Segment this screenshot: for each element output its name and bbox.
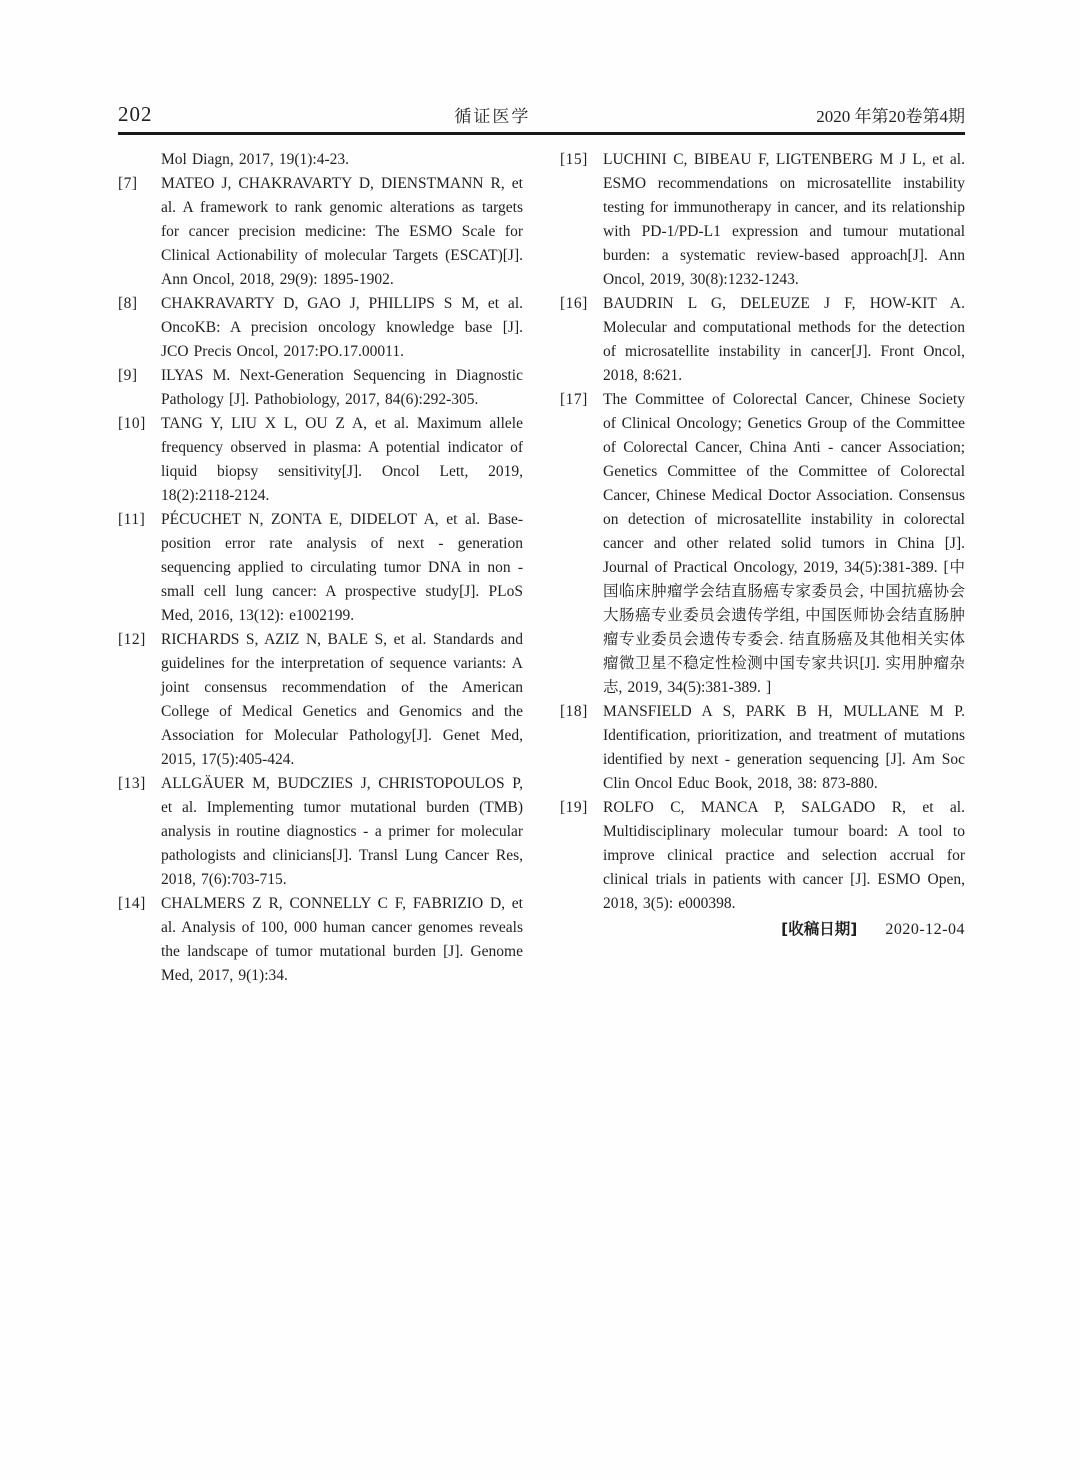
reference-item-7 bbox=[118, 172, 523, 292]
reference-item-18 bbox=[560, 700, 965, 796]
reference-item-11 bbox=[118, 508, 523, 628]
reference-item-12 bbox=[118, 628, 523, 772]
reference-text: ROLFO C, MANCA P, SALGADO R, et al. Multidisciplinary molecular tumour board: A tool to improve clinical practice and selection accrual for clinical trials in patients with cancer [J]. ESMO Open, 2018, 3(5): e000398. bbox=[603, 799, 965, 912]
right-column bbox=[560, 148, 965, 988]
received-date-line bbox=[560, 917, 965, 942]
reference-text: TANG Y, LIU X L, OU Z A, et al. Maximum allele frequency observed in plasma: A potential indicator of liquid biopsy sensitivity[J]. Oncol Lett, 2019, 18(2):2118-2124. bbox=[161, 415, 523, 504]
reference-text: CHAKRAVARTY D, GAO J, PHILLIPS S M, et al. OncoKB: A precision oncology knowledge base [J]. JCO Precis Oncol, 2017:PO.17.00011. bbox=[161, 295, 523, 360]
reference-item-13 bbox=[118, 772, 523, 892]
reference-item-16 bbox=[560, 292, 965, 388]
reference-text: The Committee of Colorectal Cancer, Chinese Society of Clinical Oncology; Genetics Group of the Committee of Colorectal Cancer, China Anti - cancer Association; Genetics Committee of the Committee of Colorectal Cancer, Chinese Medical Doctor Association. Consensus on detection of microsatellite instability in colorectal cancer and other related solid tumors in China [J]. Journal of Practical Oncology, 2019, 34(5):381-389. [中国临床肿瘤学会结直肠癌专家委员会, 中国抗癌协会大肠癌专业委员会遗传学组, 中国医师协会结直肠肿瘤专业委员会遗传专委会. 结直肠癌及其他相关实体瘤微卫星不稳定性检测中国专家共识[J]. 实用肿瘤杂志, 2019, 34(5):381-389. ] bbox=[603, 391, 965, 696]
reference-number: [8] bbox=[118, 295, 138, 312]
reference-number: [9] bbox=[118, 367, 138, 384]
reference-number: [18] bbox=[560, 703, 588, 720]
page-number: 202 bbox=[118, 102, 153, 126]
reference-text: Mol Diagn, 2017, 19(1):4-23. bbox=[161, 151, 349, 168]
reference-text: RICHARDS S, AZIZ N, BALE S, et al. Standards and guidelines for the interpretation of sequence variants: A joint consensus recommendation of the American College of Medical Genetics and Genomics and the Association for Molecular Pathology[J]. Genet Med, 2015, 17(5):405-424. bbox=[161, 631, 523, 768]
reference-item-15 bbox=[560, 148, 965, 292]
page-header bbox=[118, 102, 965, 135]
reference-number: [14] bbox=[118, 895, 146, 912]
reference-number: [17] bbox=[560, 391, 588, 408]
reference-text: ALLGÄUER M, BUDCZIES J, CHRISTOPOULOS P, et al. Implementing tumor mutational burden (TMB) analysis in routine diagnostics - a primer for molecular pathologists and clinicians[J]. Transl Lung Cancer Res, 2018, 7(6):703-715. bbox=[161, 775, 523, 888]
reference-number: [10] bbox=[118, 415, 146, 432]
reference-item-9 bbox=[118, 364, 523, 412]
received-date-value: 2020-12-04 bbox=[885, 921, 965, 938]
reference-text: MANSFIELD A S, PARK B H, MULLANE M P. Identification, prioritization, and treatment of mutations identified by next - generation sequencing [J]. Am Soc Clin Oncol Educ Book, 2018, 38: 873-880. bbox=[603, 703, 965, 792]
journal-title: 循证医学 bbox=[454, 107, 531, 126]
reference-text: BAUDRIN L G, DELEUZE J F, HOW-KIT A. Molecular and computational methods for the detection of microsatellite instability in cancer[J]. Front Oncol, 2018, 8:621. bbox=[603, 295, 965, 384]
reference-item-10 bbox=[118, 412, 523, 508]
reference-number: [11] bbox=[118, 511, 146, 528]
reference-item-8 bbox=[118, 292, 523, 364]
reference-number: [19] bbox=[560, 799, 588, 816]
reference-text: CHALMERS Z R, CONNELLY C F, FABRIZIO D, et al. Analysis of 100, 000 human cancer genomes reveals the landscape of tumor mutational burden [J]. Genome Med, 2017, 9(1):34. bbox=[161, 895, 523, 984]
reference-number: [7] bbox=[118, 175, 138, 192]
reference-continuation bbox=[118, 148, 523, 172]
left-column bbox=[118, 148, 523, 988]
received-date-label: [收稿日期] bbox=[781, 920, 858, 938]
reference-number: [12] bbox=[118, 631, 146, 648]
reference-number: [16] bbox=[560, 295, 588, 312]
reference-number bbox=[118, 148, 161, 172]
reference-text: ILYAS M. Next-Generation Sequencing in Diagnostic Pathology [J]. Pathobiology, 2017, 84(6):292-305. bbox=[161, 367, 523, 408]
reference-text: MATEO J, CHAKRAVARTY D, DIENSTMANN R, et al. A framework to rank genomic alterations as targets for cancer precision medicine: The ESMO Scale for Clinical Actionability of molecular Targets (ESCAT)[J]. Ann Oncol, 2018, 29(9): 1895-1902. bbox=[161, 175, 523, 288]
reference-number: [15] bbox=[560, 151, 588, 168]
reference-item-14 bbox=[118, 892, 523, 988]
reference-text: LUCHINI C, BIBEAU F, LIGTENBERG M J L, et al. ESMO recommendations on microsatellite instability testing for immunotherapy in cancer, and its relationship with PD-1/PD-L1 expression and tumour mutational burden: a systematic review-based approach[J]. Ann Oncol, 2019, 30(8):1232-1243. bbox=[603, 151, 965, 288]
issue-info: 2020 年第20卷第4期 bbox=[816, 107, 965, 126]
reference-text: PÉCUCHET N, ZONTA E, DIDELOT A, et al. Base-position error rate analysis of next - generation sequencing applied to circulating tumor DNA in non - small cell lung cancer: A prospective study[J]. PLoS Med, 2016, 13(12): e1002199. bbox=[161, 511, 523, 624]
reference-columns bbox=[118, 148, 965, 988]
reference-item-19 bbox=[560, 796, 965, 916]
reference-item-17 bbox=[560, 388, 965, 700]
reference-number: [13] bbox=[118, 775, 146, 792]
